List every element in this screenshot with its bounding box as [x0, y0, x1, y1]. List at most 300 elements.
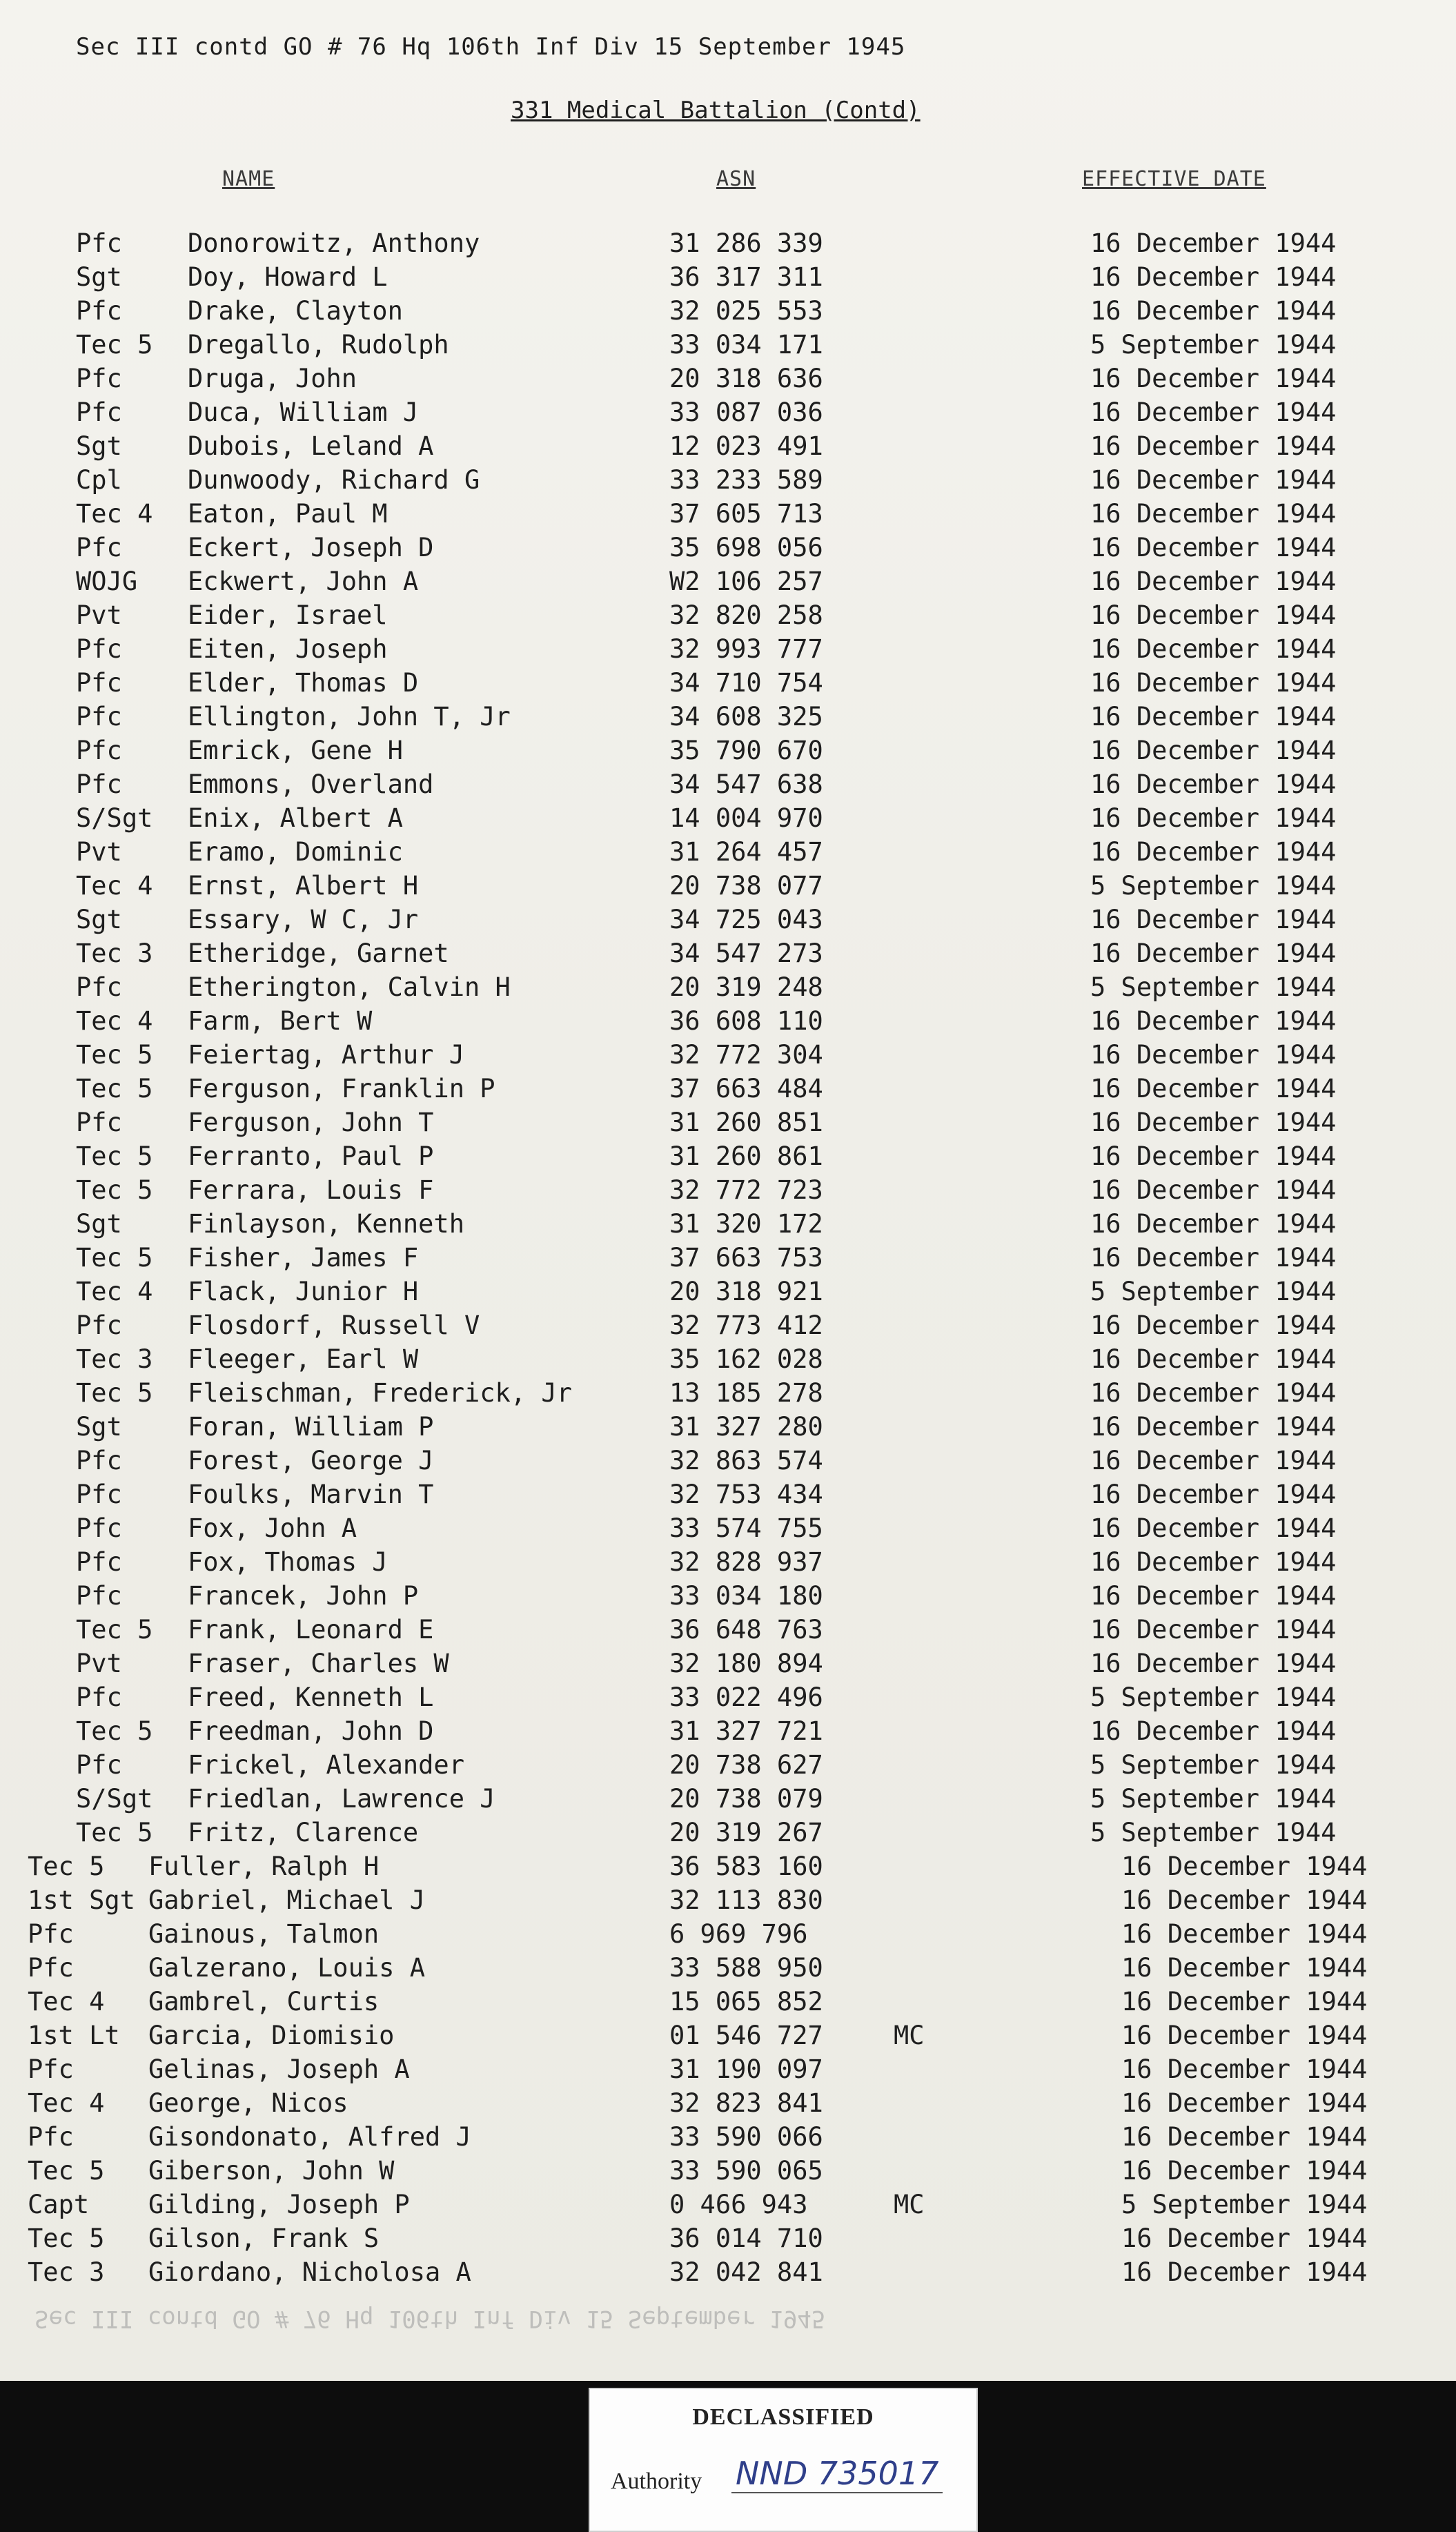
roster-row	[0, 1511, 1456, 1545]
effective-date-cell: 16 December 1944	[1090, 736, 1337, 765]
effective-date-cell: 16 December 1944	[1090, 296, 1337, 326]
unit-title: 331 Medical Battalion (Contd)	[511, 97, 921, 124]
name-cell: Gisondonato, Alfred J	[148, 2122, 471, 2152]
rank-cell: Tec 3	[76, 1344, 153, 1374]
rank-cell: Tec 5	[76, 1716, 153, 1746]
name-cell: Ferranto, Paul P	[188, 1141, 434, 1171]
asn-cell: 32 823 841	[669, 2088, 823, 2118]
effective-date-cell: 5 September 1944	[1090, 972, 1337, 1002]
name-cell: Galzerano, Louis A	[148, 1953, 425, 1983]
asn-cell: 34 547 638	[669, 769, 823, 799]
rank-cell: Tec 5	[28, 2224, 105, 2253]
effective-date-cell: 16 December 1944	[1090, 1344, 1337, 1374]
asn-cell: 35 698 056	[669, 533, 823, 562]
effective-date-cell: 16 December 1944	[1090, 837, 1337, 867]
asn-cell: 33 233 589	[669, 465, 823, 495]
effective-date-cell: 16 December 1944	[1090, 499, 1337, 529]
roster-row	[0, 1072, 1456, 1106]
roster-row	[0, 463, 1456, 497]
roster-row	[0, 767, 1456, 801]
name-cell: Gilding, Joseph P	[148, 2190, 410, 2219]
rank-cell: Sgt	[76, 1412, 122, 1442]
asn-cell: 32 042 841	[669, 2257, 823, 2287]
rank-cell: Pvt	[76, 1649, 122, 1678]
roster-row	[0, 1545, 1456, 1579]
asn-cell: 33 087 036	[669, 398, 823, 427]
rank-cell: Pfc	[28, 1953, 74, 1983]
asn-cell: 32 828 937	[669, 1547, 823, 1577]
rank-cell: Pvt	[76, 837, 122, 867]
rank-cell: Pfc	[76, 533, 122, 562]
rank-cell: Tec 5	[28, 1852, 105, 1881]
effective-date-cell: 5 September 1944	[1090, 1277, 1337, 1306]
name-cell: Essary, W C, Jr	[188, 905, 419, 934]
effective-date-cell: 16 December 1944	[1090, 262, 1337, 292]
name-cell: Flosdorf, Russell V	[188, 1311, 480, 1340]
effective-date-cell: 16 December 1944	[1090, 1716, 1337, 1746]
effective-date-cell: 16 December 1944	[1090, 398, 1337, 427]
asn-cell: 32 772 304	[669, 1040, 823, 1070]
branch-cell: MC	[894, 2190, 925, 2219]
asn-cell: 32 993 777	[669, 634, 823, 664]
name-cell: Fisher, James F	[188, 1243, 419, 1273]
rank-cell: Pfc	[76, 364, 122, 393]
column-header-date: EFFECTIVE DATE	[1082, 167, 1266, 191]
effective-date-cell: 16 December 1944	[1090, 465, 1337, 495]
roster-row	[0, 1816, 1456, 1849]
roster-row	[0, 429, 1456, 463]
rank-cell: 1st Sgt	[28, 1885, 135, 1915]
asn-cell: 34 608 325	[669, 702, 823, 732]
rank-cell: Capt	[28, 2190, 90, 2219]
name-cell: Fox, John A	[188, 1513, 357, 1543]
rank-cell: Sgt	[76, 1209, 122, 1239]
rank-cell: Tec 4	[28, 1987, 105, 2016]
rank-cell: S/Sgt	[76, 1784, 153, 1814]
asn-cell: 20 318 636	[669, 364, 823, 393]
roster-row	[0, 1579, 1456, 1613]
rank-cell: WOJG	[76, 567, 138, 596]
roster-row	[0, 598, 1456, 632]
declassified-stamp	[589, 2388, 978, 2532]
roster-row	[0, 666, 1456, 700]
name-cell: Dubois, Leland A	[188, 431, 434, 461]
name-cell: Dunwoody, Richard G	[188, 465, 480, 495]
asn-cell: 36 317 311	[669, 262, 823, 292]
roster-row	[0, 565, 1456, 598]
asn-cell: 32 025 553	[669, 296, 823, 326]
rank-cell: Sgt	[76, 262, 122, 292]
roster-row	[0, 1308, 1456, 1342]
asn-cell: 35 790 670	[669, 736, 823, 765]
asn-cell: 37 605 713	[669, 499, 823, 529]
effective-date-cell: 16 December 1944	[1121, 2122, 1368, 2152]
effective-date-cell: 16 December 1944	[1090, 1513, 1337, 1543]
roster-row	[0, 734, 1456, 767]
roster-row	[0, 1748, 1456, 1782]
order-header: Sec III contd GO # 76 Hq 106th Inf Div 15 September 1945	[76, 33, 906, 61]
rank-cell: Pfc	[76, 1750, 122, 1780]
rank-cell: Pfc	[76, 769, 122, 799]
asn-cell: 33 590 065	[669, 2156, 823, 2186]
name-cell: Foran, William P	[188, 1412, 434, 1442]
branch-cell: MC	[894, 2021, 925, 2050]
name-cell: Gelinas, Joseph A	[148, 2054, 410, 2084]
roster-row	[0, 362, 1456, 395]
column-header-name: NAME	[222, 167, 275, 191]
effective-date-cell: 16 December 1944	[1121, 1987, 1368, 2016]
rank-cell: Pfc	[76, 1446, 122, 1475]
roster-row	[0, 1444, 1456, 1478]
asn-cell: 33 574 755	[669, 1513, 823, 1543]
rank-cell: Tec 5	[76, 1378, 153, 1408]
name-cell: Eiten, Joseph	[188, 634, 388, 664]
rank-cell: Tec 5	[76, 1141, 153, 1171]
roster-row	[0, 497, 1456, 531]
name-cell: Dregallo, Rudolph	[188, 330, 449, 360]
rank-cell: Pfc	[76, 1108, 122, 1137]
effective-date-cell: 16 December 1944	[1090, 533, 1337, 562]
effective-date-cell: 16 December 1944	[1090, 939, 1337, 968]
roster-row	[0, 1951, 1456, 1985]
rank-cell: Pfc	[76, 668, 122, 698]
asn-cell: 35 162 028	[669, 1344, 823, 1374]
rank-cell: Cpl	[76, 465, 122, 495]
rank-cell: Pfc	[76, 1581, 122, 1611]
stamp-heading: DECLASSIFIED	[692, 2404, 874, 2430]
asn-cell: 14 004 970	[669, 803, 823, 833]
asn-cell: 32 180 894	[669, 1649, 823, 1678]
name-cell: Gambrel, Curtis	[148, 1987, 380, 2016]
name-cell: Gabriel, Michael J	[148, 1885, 425, 1915]
effective-date-cell: 16 December 1944	[1121, 1852, 1368, 1881]
asn-cell: 37 663 753	[669, 1243, 823, 1273]
rank-cell: Tec 4	[76, 1277, 153, 1306]
asn-cell: W2 106 257	[669, 567, 823, 596]
asn-cell: 33 022 496	[669, 1682, 823, 1712]
roster-row	[0, 226, 1456, 260]
effective-date-cell: 16 December 1944	[1121, 2088, 1368, 2118]
rank-cell: Tec 4	[76, 1006, 153, 1036]
asn-cell: 36 648 763	[669, 1615, 823, 1645]
asn-cell: 31 286 339	[669, 228, 823, 258]
rank-cell: Pfc	[76, 1480, 122, 1509]
effective-date-cell: 16 December 1944	[1090, 1615, 1337, 1645]
name-cell: Fraser, Charles W	[188, 1649, 449, 1678]
name-cell: Ferguson, Franklin P	[188, 1074, 495, 1103]
effective-date-cell: 16 December 1944	[1090, 1040, 1337, 1070]
name-cell: Fleeger, Earl W	[188, 1344, 419, 1374]
effective-date-cell: 5 September 1944	[1090, 871, 1337, 901]
roster-row	[0, 1106, 1456, 1139]
effective-date-cell: 16 December 1944	[1090, 803, 1337, 833]
name-cell: Donorowitz, Anthony	[188, 228, 480, 258]
roster-row	[0, 2221, 1456, 2255]
bleed-through-text: Sec III contd GO # 76 Hq 106th Inf Div 15 September 1945	[35, 2305, 826, 2333]
effective-date-cell: 16 December 1944	[1090, 769, 1337, 799]
asn-cell: 34 725 043	[669, 905, 823, 934]
effective-date-cell: 16 December 1944	[1090, 364, 1337, 393]
roster-row	[0, 2255, 1456, 2289]
rank-cell: Pfc	[28, 2122, 74, 2152]
roster-row	[0, 260, 1456, 294]
effective-date-cell: 16 December 1944	[1090, 1649, 1337, 1678]
roster-row	[0, 2188, 1456, 2221]
effective-date-cell: 16 December 1944	[1121, 1953, 1368, 1983]
effective-date-cell: 16 December 1944	[1090, 1412, 1337, 1442]
rank-cell: Tec 4	[28, 2088, 105, 2118]
effective-date-cell: 16 December 1944	[1121, 2257, 1368, 2287]
roster-row	[0, 801, 1456, 835]
roster-row	[0, 328, 1456, 362]
effective-date-cell: 16 December 1944	[1090, 567, 1337, 596]
asn-cell: 32 113 830	[669, 1885, 823, 1915]
stamp-authority-label: Authority	[611, 2469, 702, 2494]
rank-cell: Pfc	[76, 1682, 122, 1712]
rank-cell: Pfc	[76, 398, 122, 427]
name-cell: Finlayson, Kenneth	[188, 1209, 464, 1239]
rank-cell: Tec 4	[76, 499, 153, 529]
effective-date-cell: 16 December 1944	[1090, 600, 1337, 630]
roster-row	[0, 1883, 1456, 1917]
rank-cell: Sgt	[76, 905, 122, 934]
roster-row	[0, 1376, 1456, 1410]
rank-cell: Pfc	[76, 296, 122, 326]
roster-row	[0, 1038, 1456, 1072]
asn-cell: 31 260 861	[669, 1141, 823, 1171]
asn-cell: 37 663 484	[669, 1074, 823, 1103]
name-cell: Fleischman, Frederick, Jr	[188, 1378, 572, 1408]
name-cell: Eaton, Paul M	[188, 499, 388, 529]
name-cell: Flack, Junior H	[188, 1277, 419, 1306]
name-cell: Foulks, Marvin T	[188, 1480, 434, 1509]
rank-cell: Tec 5	[76, 1615, 153, 1645]
roster-row	[0, 1849, 1456, 1883]
name-cell: Ferguson, John T	[188, 1108, 434, 1137]
roster-row	[0, 1275, 1456, 1308]
roster-row	[0, 1173, 1456, 1207]
roster-row	[0, 970, 1456, 1004]
rank-cell: 1st Lt	[28, 2021, 120, 2050]
asn-cell: 34 547 273	[669, 939, 823, 968]
effective-date-cell: 16 December 1944	[1090, 1141, 1337, 1171]
roster-list	[0, 226, 1456, 2289]
roster-row	[0, 1410, 1456, 1444]
effective-date-cell: 16 December 1944	[1090, 1581, 1337, 1611]
name-cell: Fritz, Clarence	[188, 1818, 419, 1847]
asn-cell: 36 014 710	[669, 2224, 823, 2253]
name-cell: Enix, Albert A	[188, 803, 403, 833]
name-cell: Freed, Kenneth L	[188, 1682, 434, 1712]
rank-cell: Tec 5	[76, 1074, 153, 1103]
asn-cell: 12 023 491	[669, 431, 823, 461]
roster-row	[0, 2120, 1456, 2154]
effective-date-cell: 5 September 1944	[1090, 1750, 1337, 1780]
asn-cell: 32 772 723	[669, 1175, 823, 1205]
roster-row	[0, 1680, 1456, 1714]
asn-cell: 13 185 278	[669, 1378, 823, 1408]
effective-date-cell: 16 December 1944	[1121, 2156, 1368, 2186]
roster-row	[0, 1917, 1456, 1951]
roster-row	[0, 1241, 1456, 1275]
effective-date-cell: 16 December 1944	[1090, 668, 1337, 698]
roster-row	[0, 700, 1456, 734]
rank-cell: Tec 5	[76, 1818, 153, 1847]
asn-cell: 20 738 627	[669, 1750, 823, 1780]
name-cell: Drake, Clayton	[188, 296, 403, 326]
effective-date-cell: 16 December 1944	[1090, 1378, 1337, 1408]
effective-date-cell: 16 December 1944	[1090, 1311, 1337, 1340]
roster-row	[0, 632, 1456, 666]
roster-row	[0, 835, 1456, 869]
asn-cell: 6 969 796	[669, 1919, 808, 1949]
asn-cell: 32 753 434	[669, 1480, 823, 1509]
name-cell: Gilson, Frank S	[148, 2224, 380, 2253]
name-cell: Giberson, John W	[148, 2156, 395, 2186]
asn-cell: 33 034 180	[669, 1581, 823, 1611]
roster-row	[0, 2154, 1456, 2188]
rank-cell: Pvt	[76, 600, 122, 630]
asn-cell: 36 583 160	[669, 1852, 823, 1881]
effective-date-cell: 16 December 1944	[1090, 1209, 1337, 1239]
name-cell: George, Nicos	[148, 2088, 348, 2118]
rank-cell: Pfc	[76, 634, 122, 664]
rank-cell: Tec 5	[76, 1243, 153, 1273]
name-cell: Giordano, Nicholosa A	[148, 2257, 471, 2287]
stamp-authority-value: NND 735017	[731, 2455, 943, 2493]
rank-cell: Tec 4	[76, 871, 153, 901]
roster-row	[0, 531, 1456, 565]
rank-cell: Pfc	[76, 228, 122, 258]
name-cell: Emmons, Overland	[188, 769, 434, 799]
name-cell: Francek, John P	[188, 1581, 419, 1611]
rank-cell: S/Sgt	[76, 803, 153, 833]
rank-cell: Pfc	[76, 1311, 122, 1340]
effective-date-cell: 16 December 1944	[1090, 1243, 1337, 1273]
effective-date-cell: 5 September 1944	[1121, 2190, 1368, 2219]
asn-cell: 31 327 721	[669, 1716, 823, 1746]
asn-cell: 31 320 172	[669, 1209, 823, 1239]
name-cell: Ferrara, Louis F	[188, 1175, 434, 1205]
asn-cell: 33 034 171	[669, 330, 823, 360]
roster-row	[0, 1207, 1456, 1241]
rank-cell: Tec 5	[76, 330, 153, 360]
name-cell: Frank, Leonard E	[188, 1615, 434, 1645]
name-cell: Eramo, Dominic	[188, 837, 403, 867]
roster-row	[0, 1613, 1456, 1647]
asn-cell: 31 260 851	[669, 1108, 823, 1137]
name-cell: Etheridge, Garnet	[188, 939, 449, 968]
roster-row	[0, 1004, 1456, 1038]
effective-date-cell: 16 December 1944	[1121, 2021, 1368, 2050]
rank-cell: Pfc	[28, 1919, 74, 1949]
name-cell: Freedman, John D	[188, 1716, 434, 1746]
rank-cell: Tec 3	[28, 2257, 105, 2287]
asn-cell: 32 863 574	[669, 1446, 823, 1475]
roster-row	[0, 1647, 1456, 1680]
name-cell: Farm, Bert W	[188, 1006, 373, 1036]
name-cell: Fox, Thomas J	[188, 1547, 388, 1577]
name-cell: Garcia, Diomisio	[148, 2021, 395, 2050]
name-cell: Frickel, Alexander	[188, 1750, 464, 1780]
name-cell: Feiertag, Arthur J	[188, 1040, 464, 1070]
asn-cell: 33 590 066	[669, 2122, 823, 2152]
roster-row	[0, 1139, 1456, 1173]
name-cell: Ellington, John T, Jr	[188, 702, 511, 732]
roster-row	[0, 2019, 1456, 2052]
column-header-asn: ASN	[716, 167, 756, 191]
effective-date-cell: 16 December 1944	[1121, 1919, 1368, 1949]
name-cell: Duca, William J	[188, 398, 419, 427]
rank-cell: Sgt	[76, 431, 122, 461]
rank-cell: Tec 5	[76, 1175, 153, 1205]
roster-row	[0, 1342, 1456, 1376]
name-cell: Emrick, Gene H	[188, 736, 403, 765]
effective-date-cell: 16 December 1944	[1090, 1480, 1337, 1509]
roster-row	[0, 936, 1456, 970]
rank-cell: Pfc	[76, 972, 122, 1002]
effective-date-cell: 16 December 1944	[1090, 1108, 1337, 1137]
roster-row	[0, 869, 1456, 903]
asn-cell: 33 588 950	[669, 1953, 823, 1983]
effective-date-cell: 5 September 1944	[1090, 1818, 1337, 1847]
effective-date-cell: 16 December 1944	[1090, 228, 1337, 258]
asn-cell: 20 319 267	[669, 1818, 823, 1847]
rank-cell: Pfc	[76, 1547, 122, 1577]
asn-cell: 0 466 943	[669, 2190, 808, 2219]
roster-row	[0, 395, 1456, 429]
name-cell: Eider, Israel	[188, 600, 388, 630]
effective-date-cell: 16 December 1944	[1090, 905, 1337, 934]
rank-cell: Pfc	[76, 1513, 122, 1543]
effective-date-cell: 16 December 1944	[1090, 1547, 1337, 1577]
rank-cell: Tec 3	[76, 939, 153, 968]
name-cell: Elder, Thomas D	[188, 668, 419, 698]
name-cell: Gainous, Talmon	[148, 1919, 380, 1949]
asn-cell: 20 318 921	[669, 1277, 823, 1306]
asn-cell: 34 710 754	[669, 668, 823, 698]
name-cell: Druga, John	[188, 364, 357, 393]
asn-cell: 32 773 412	[669, 1311, 823, 1340]
effective-date-cell: 5 September 1944	[1090, 330, 1337, 360]
name-cell: Eckwert, John A	[188, 567, 419, 596]
rank-cell: Tec 5	[76, 1040, 153, 1070]
roster-row	[0, 1478, 1456, 1511]
name-cell: Eckert, Joseph D	[188, 533, 434, 562]
roster-row	[0, 2086, 1456, 2120]
asn-cell: 31 327 280	[669, 1412, 823, 1442]
roster-row	[0, 1782, 1456, 1816]
asn-cell: 15 065 852	[669, 1987, 823, 2016]
rank-cell: Pfc	[76, 736, 122, 765]
rank-cell: Pfc	[76, 702, 122, 732]
asn-cell: 31 264 457	[669, 837, 823, 867]
effective-date-cell: 16 December 1944	[1090, 1446, 1337, 1475]
asn-cell: 32 820 258	[669, 600, 823, 630]
effective-date-cell: 16 December 1944	[1090, 1006, 1337, 1036]
effective-date-cell: 5 September 1944	[1090, 1682, 1337, 1712]
asn-cell: 31 190 097	[669, 2054, 823, 2084]
effective-date-cell: 16 December 1944	[1121, 2054, 1368, 2084]
roster-row	[0, 2052, 1456, 2086]
effective-date-cell: 16 December 1944	[1090, 431, 1337, 461]
effective-date-cell: 16 December 1944	[1121, 1885, 1368, 1915]
name-cell: Ernst, Albert H	[188, 871, 419, 901]
effective-date-cell: 16 December 1944	[1090, 1074, 1337, 1103]
roster-row	[0, 1985, 1456, 2019]
asn-cell: 36 608 110	[669, 1006, 823, 1036]
effective-date-cell: 16 December 1944	[1090, 1175, 1337, 1205]
